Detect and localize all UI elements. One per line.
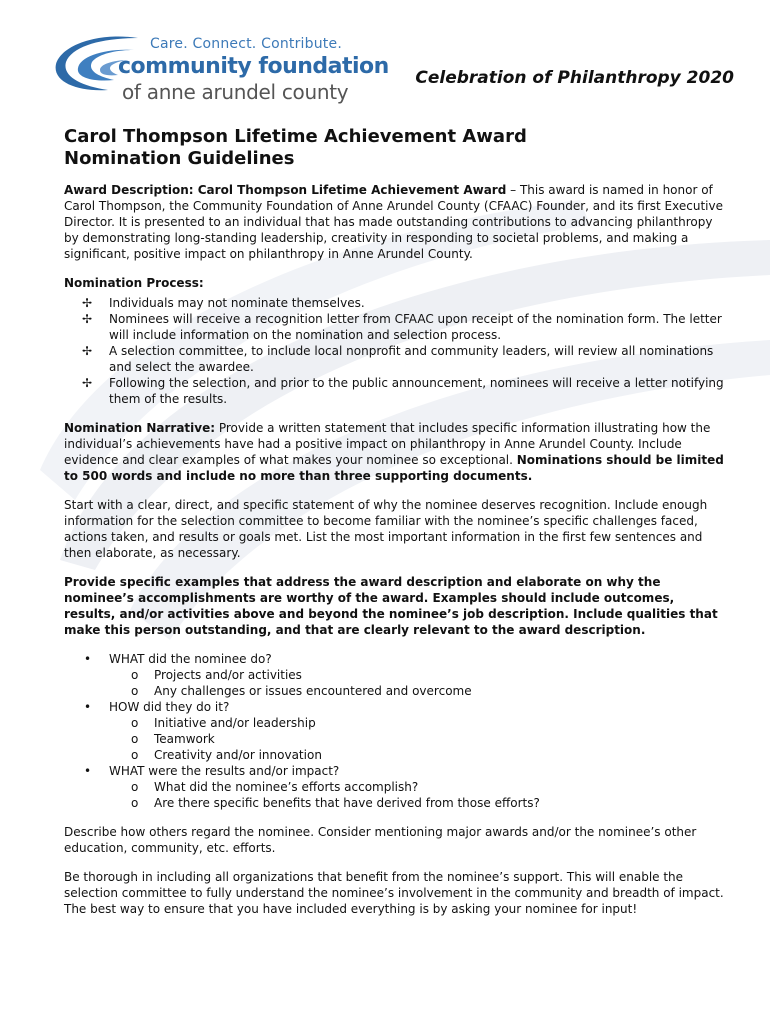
bullet-icon: • (84, 652, 92, 666)
circle-bullet-icon: o (131, 796, 139, 810)
logo-subname: of anne arundel county (122, 80, 349, 104)
cross-bullet-icon: ✢ (82, 312, 93, 326)
document-title (64, 126, 527, 170)
sub-list-item: o Projects and/or activities (131, 668, 302, 682)
sub-list-item: o Any challenges or issues encountered and overcome (131, 684, 472, 698)
process-heading: Nomination Process: (64, 276, 204, 290)
sub-list-item: o What did the nominee’s efforts accomplish? (131, 780, 419, 794)
examples-paragraph: Provide specific examples that address the award description and elaborate on why the nominee’s accomplishments are worthy of the award. Examples should include outcomes, results, and/or activities above and beyond the nominee’s job description. Include qualities that make this person outstanding, and that are clearly relevant to the award description. (64, 575, 718, 637)
narrative-label: Nomination Narrative: (64, 421, 216, 435)
cross-bullet-icon: ✢ (82, 344, 93, 358)
sub-list-item: o Initiative and/or leadership (131, 716, 316, 730)
logo-tagline: Care. Connect. Contribute. (150, 36, 342, 52)
circle-bullet-icon: o (131, 748, 139, 762)
narrative-limit: Nominations should be limited to 500 words and include no more than three supporting documents. (64, 453, 724, 483)
questions-list (64, 651, 724, 811)
list-item: ✢ Individuals may not nominate themselves. (82, 296, 365, 310)
bullet-icon: • (84, 764, 92, 778)
sub-list-item: o Creativity and/or innovation (131, 748, 322, 762)
thorough-paragraph: Be thorough in including all organizations that benefit from the nominee’s support. This will enable the selection committee to fully understand the nominee’s involvement in the community and breadth of impact. The best way to ensure that you have included everything is by asking your nominee for input! (64, 870, 724, 916)
describe-paragraph: Describe how others regard the nominee. Consider mentioning major awards and/or the nominee’s other education, community, etc. efforts. (64, 825, 697, 855)
cross-bullet-icon: ✢ (82, 376, 93, 390)
event-title: Celebration of Philanthropy 2020 (415, 68, 734, 88)
community-foundation-logo (50, 30, 389, 110)
sub-list-item: o Teamwork (131, 732, 215, 746)
title-line-2: Nomination Guidelines (64, 148, 295, 169)
award-description (64, 182, 724, 262)
list-item: ✢ A selection committee, to include local nonprofit and community leaders, will review all nominations and select the awardee. (82, 344, 714, 374)
start-paragraph: Start with a clear, direct, and specific statement of why the nominee deserves recognition. Include enough information for the selection committee to become familiar with the nominee’s specific challenges faced, actions taken, and results or goals met. List the most important information in the first few sentences and then elaborate, as necessary. (64, 498, 708, 560)
list-item: • WHAT were the results and/or impact? o What did the nominee’s efforts accomplish? o Are there specific benefits that have derived from those efforts? (64, 763, 724, 811)
list-item: ✢ Following the selection, and prior to the public announcement, nominees will receive a letter notifying them of the results. (82, 376, 724, 406)
cross-bullet-icon: ✢ (82, 296, 93, 310)
circle-bullet-icon: o (131, 668, 139, 682)
circle-bullet-icon: o (131, 716, 139, 730)
logo-name: community foundation (118, 54, 389, 79)
process-list (64, 295, 724, 407)
narrative-text: Provide a written statement that includes specific information illustrating how the individual’s achievements have had a positive impact on philanthropy in Anne Arundel County. Include evidence and clear examples of what makes your nominee so exceptional. (64, 421, 711, 467)
sub-list-item: o Are there specific benefits that have derived from those efforts? (131, 796, 540, 810)
document-body (64, 182, 724, 917)
title-line-1: Carol Thompson Lifetime Achievement Award (64, 126, 527, 147)
list-item: ✢ Nominees will receive a recognition letter from CFAAC upon receipt of the nomination form. The letter will include information on the nomination and selection process. (82, 312, 722, 342)
award-description-label: Award Description: Carol Thompson Lifetime Achievement Award (64, 183, 507, 197)
bullet-icon: • (84, 700, 92, 714)
list-item: • HOW did they do it? o Initiative and/or leadership o Teamwork o Creativity and/or innovation (64, 699, 724, 763)
award-description-text: – This award is named in honor of Carol Thompson, the Community Foundation of Anne Arundel County (CFAAC) Founder, and its first Executive Director. It is presented to an individual that has made outstanding contributions to advancing philanthropy by demonstrating long-standing leadership, creativity in responding to societal problems, and making a significant, positive impact on philanthropy in Anne Arundel County. (64, 183, 723, 261)
nomination-narrative (64, 420, 724, 484)
circle-bullet-icon: o (131, 780, 139, 794)
circle-bullet-icon: o (131, 732, 139, 746)
circle-bullet-icon: o (131, 684, 139, 698)
list-item: • WHAT did the nominee do? o Projects and/or activities o Any challenges or issues encountered and overcome (64, 651, 724, 699)
